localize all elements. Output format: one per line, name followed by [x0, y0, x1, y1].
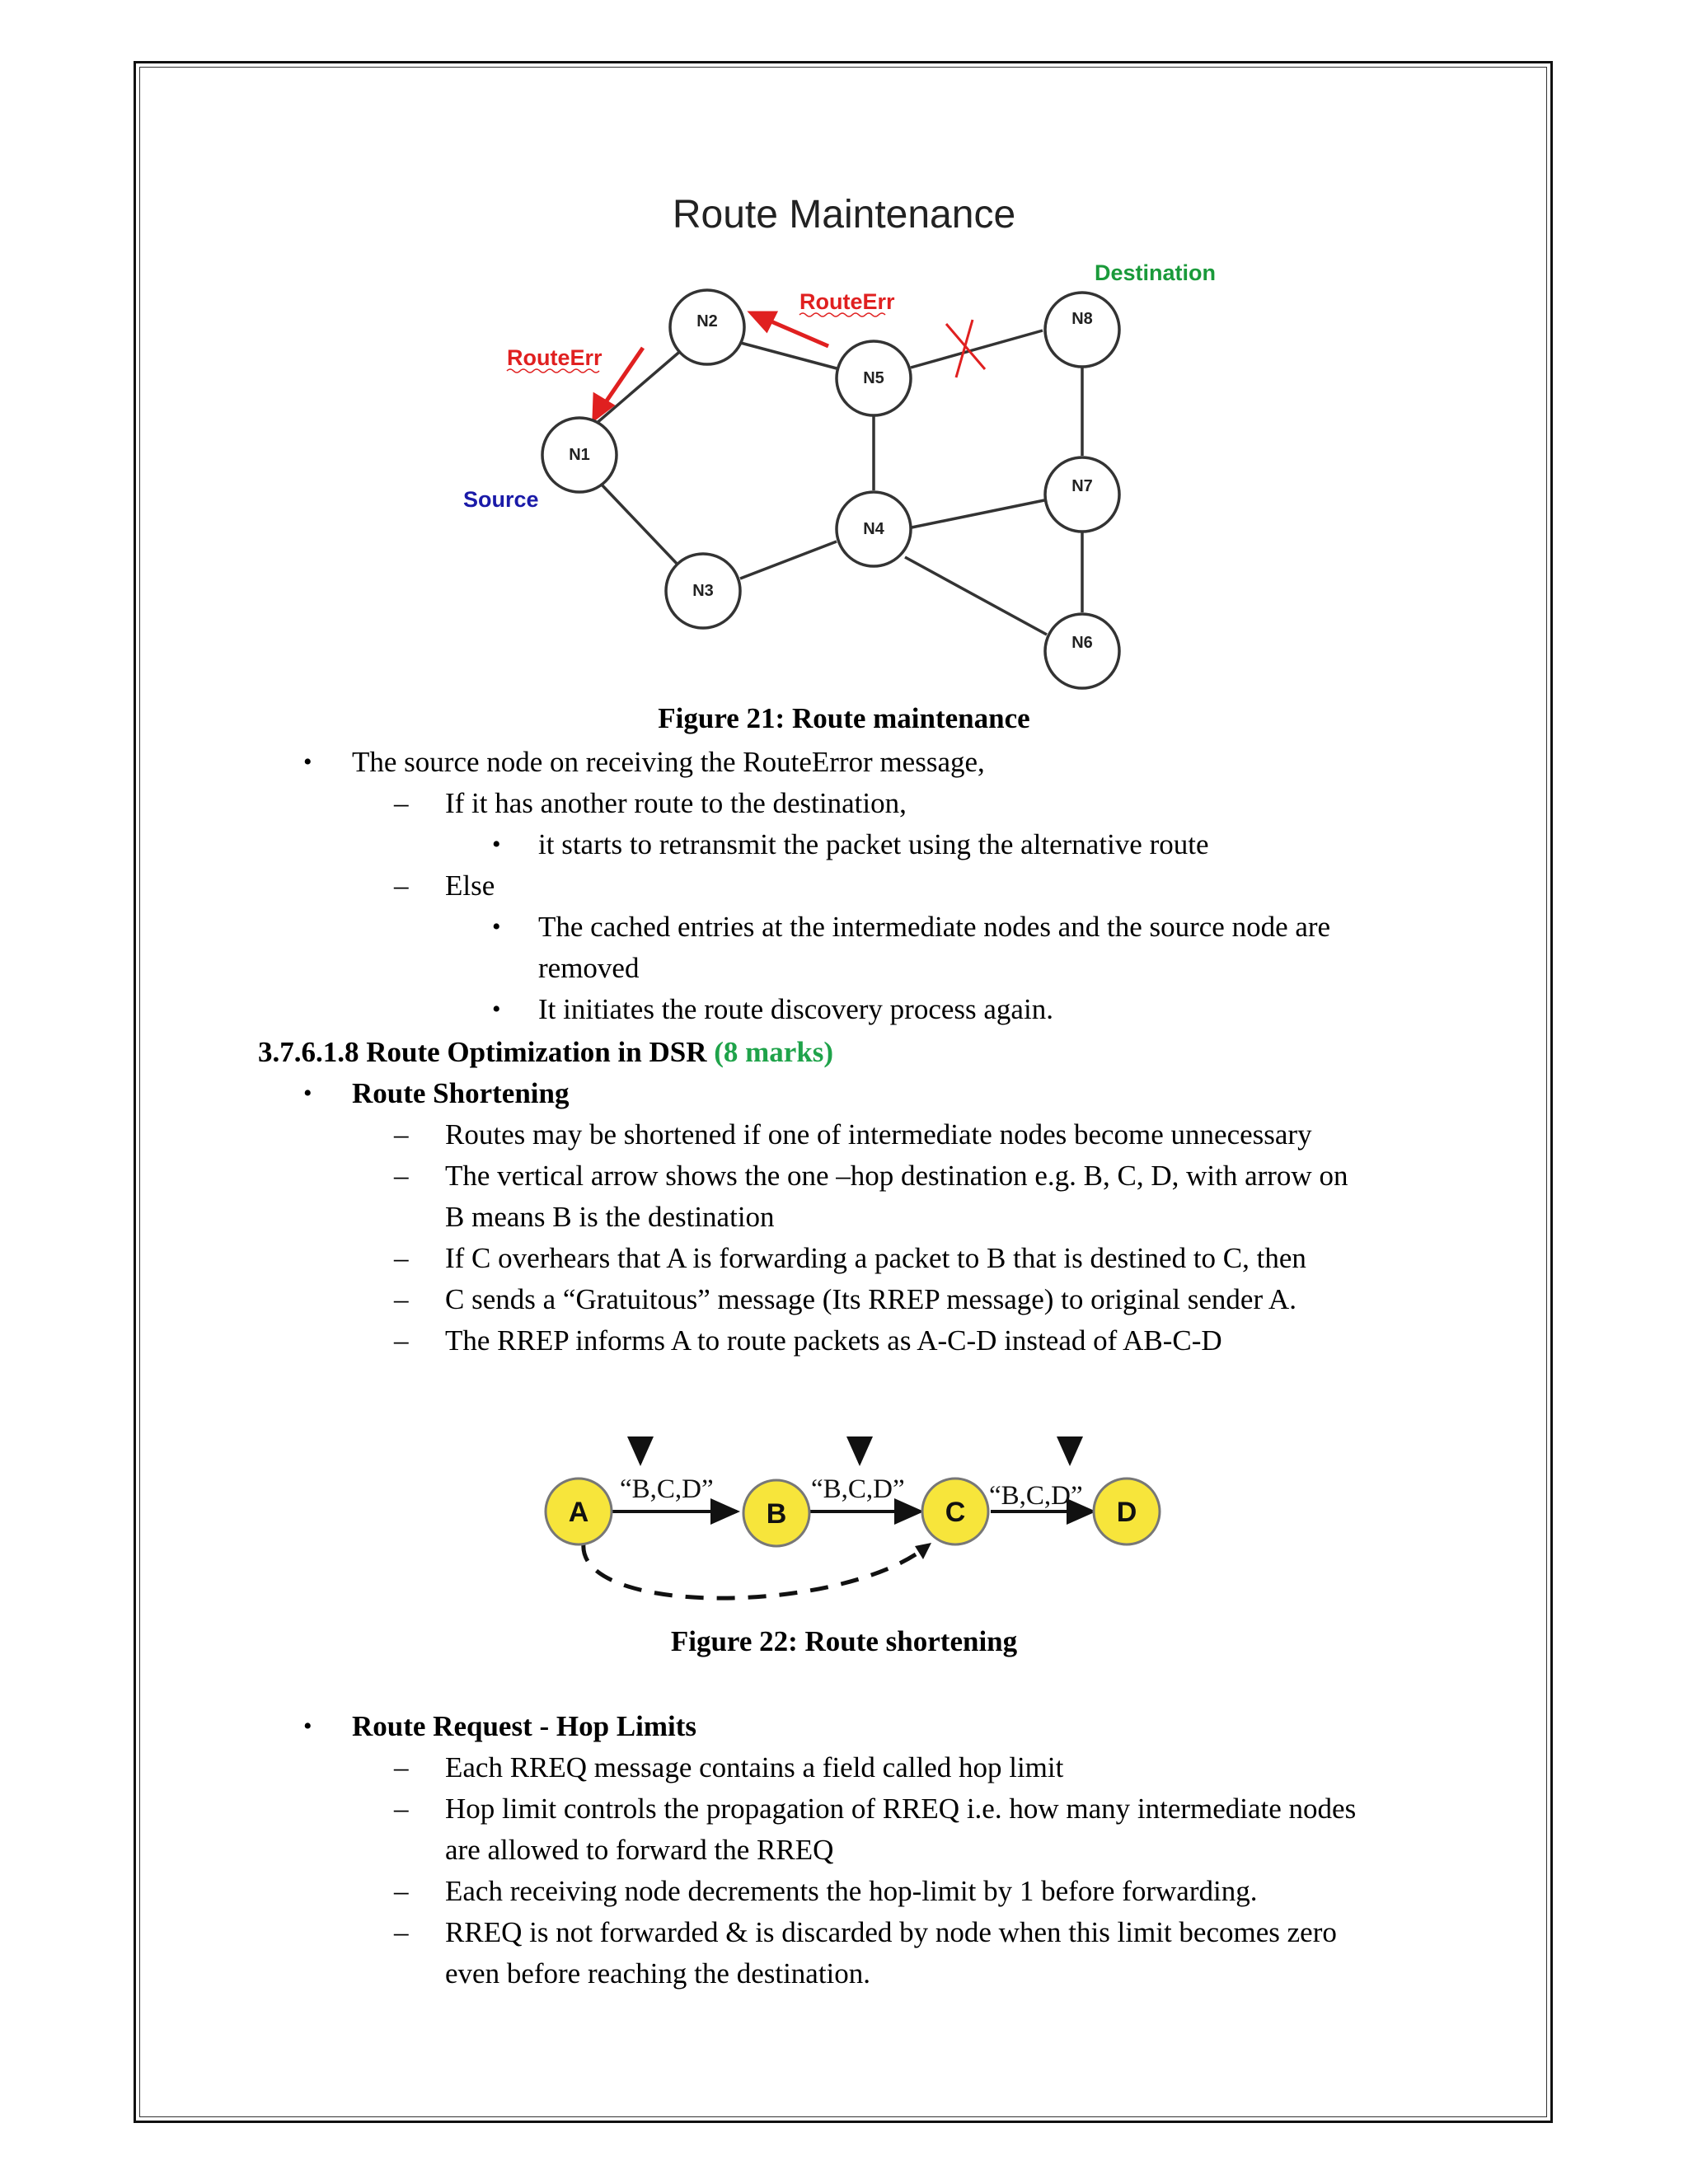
section1-dash-1: If it has another route to the destination, [445, 787, 907, 819]
edge-n4-n7 [912, 500, 1044, 527]
dash-icon: – [394, 1793, 409, 1825]
dash-icon: – [394, 869, 409, 902]
node-label-n3: N3 [692, 582, 714, 600]
figure-22-caption: Figure 22: Route shortening [670, 1625, 1018, 1657]
destination-label: Destination [1095, 260, 1217, 285]
route-shortening-heading: Route Shortening [352, 1077, 570, 1109]
node-label-c: C [945, 1497, 966, 1528]
section3-dash-1: Each RREQ message contains a field called hop limit [445, 1751, 1064, 1783]
routeerr-label-lower: RouteErr [507, 345, 603, 370]
section3-dash-3: Each receiving node decrements the hop-limit by 1 before forwarding. [445, 1875, 1258, 1907]
source-label: Source [463, 487, 539, 512]
route-shortening-diagram [0, 1418, 1688, 1632]
route-label-1: “B,C,D” [620, 1474, 714, 1504]
edge-n1-n2 [595, 349, 683, 424]
figure-21-caption: Figure 21: Route maintenance [658, 702, 1030, 734]
route-label-3: “B,C,D” [989, 1481, 1083, 1511]
edge-n5-n8 [911, 330, 1043, 368]
route-maintenance-diagram [0, 0, 1688, 725]
section2-dash-3: If C overhears that A is forwarding a packet to B that is destined to C, then [445, 1242, 1306, 1274]
dash-icon: – [394, 1283, 409, 1315]
node-label-d: D [1116, 1497, 1137, 1528]
heading-text: 3.7.6.1.8 Route Optimization in DSR [258, 1036, 707, 1068]
section3-dash-4a: RREQ is not forwarded & is discarded by node when this limit becomes zero [445, 1916, 1337, 1948]
bullet-icon: • [492, 996, 501, 1023]
section1-sub-3: It initiates the route discovery process again. [538, 993, 1053, 1025]
node-n8 [1045, 293, 1119, 367]
dash-icon: – [394, 787, 409, 819]
node-label-n8: N8 [1071, 310, 1093, 328]
node-label-a: A [568, 1497, 589, 1528]
section3-dash-4b: even before reaching the destination. [445, 1957, 871, 1990]
section1-sub-1: it starts to retransmit the packet using the alternative route [538, 828, 1209, 860]
gratuitous-rrep-dashed-arrow [584, 1544, 923, 1598]
section-heading [258, 1032, 833, 1073]
section1-bullet-1: The source node on receiving the RouteError message, [352, 746, 985, 778]
section3-dash-2b: are allowed to forward the RREQ [445, 1834, 834, 1866]
section2-dash-1: Routes may be shortened if one of intermediate nodes become unnecessary [445, 1118, 1312, 1151]
bullet-icon: • [492, 831, 501, 858]
section2-dash-2a: The vertical arrow shows the one –hop destination e.g. B, C, D, with arrow on [445, 1160, 1348, 1192]
node-label-n6: N6 [1071, 634, 1093, 652]
dashed-arrow-head-icon [915, 1543, 931, 1559]
section3-dash-2a: Hop limit controls the propagation of RREQ i.e. how many intermediate nodes [445, 1793, 1357, 1825]
dash-icon: – [394, 1160, 409, 1192]
node-label-n4: N4 [863, 520, 884, 538]
edge-n1-n3 [600, 483, 681, 568]
heading-marks: (8 marks) [714, 1036, 834, 1068]
dash-icon: – [394, 1751, 409, 1783]
one-hop-arrows [640, 1438, 1070, 1463]
bullet-icon: • [303, 748, 312, 776]
node-label-n1: N1 [569, 446, 590, 464]
dash-icon: – [394, 1916, 409, 1948]
edge-n2-n5 [738, 342, 837, 368]
edge-n4-n6 [905, 557, 1047, 635]
dash-icon: – [394, 1118, 409, 1151]
route-label-2: “B,C,D” [811, 1474, 905, 1504]
bullet-icon: • [303, 1713, 312, 1740]
edge-n3-n4 [740, 541, 837, 579]
dash-icon: – [394, 1242, 409, 1274]
node-label-n5: N5 [863, 369, 884, 387]
node-label-b: B [766, 1498, 787, 1530]
dash-icon: – [394, 1875, 409, 1907]
hop-limits-heading: Route Request - Hop Limits [352, 1710, 697, 1742]
section2-dash-2b: B means B is the destination [445, 1201, 775, 1233]
section2-dash-4: C sends a “Gratuitous” message (Its RREP message) to original sender A. [445, 1283, 1296, 1315]
node-label-n7: N7 [1071, 477, 1093, 495]
section1-sub-2a: The cached entries at the intermediate nodes and the source node are [538, 911, 1331, 943]
bullet-icon: • [492, 913, 501, 940]
diagram-title: Route Maintenance [672, 193, 1016, 237]
section2-dash-5: The RREP informs A to route packets as A-C-D instead of AB-C-D [445, 1324, 1222, 1357]
section1-sub-2b: removed [538, 952, 640, 984]
node-label-n2: N2 [696, 312, 718, 330]
bullet-icon: • [303, 1080, 312, 1107]
section1-dash-2: Else [445, 869, 495, 902]
routeerr-label-upper: RouteErr [799, 289, 895, 314]
dash-icon: – [394, 1324, 409, 1357]
